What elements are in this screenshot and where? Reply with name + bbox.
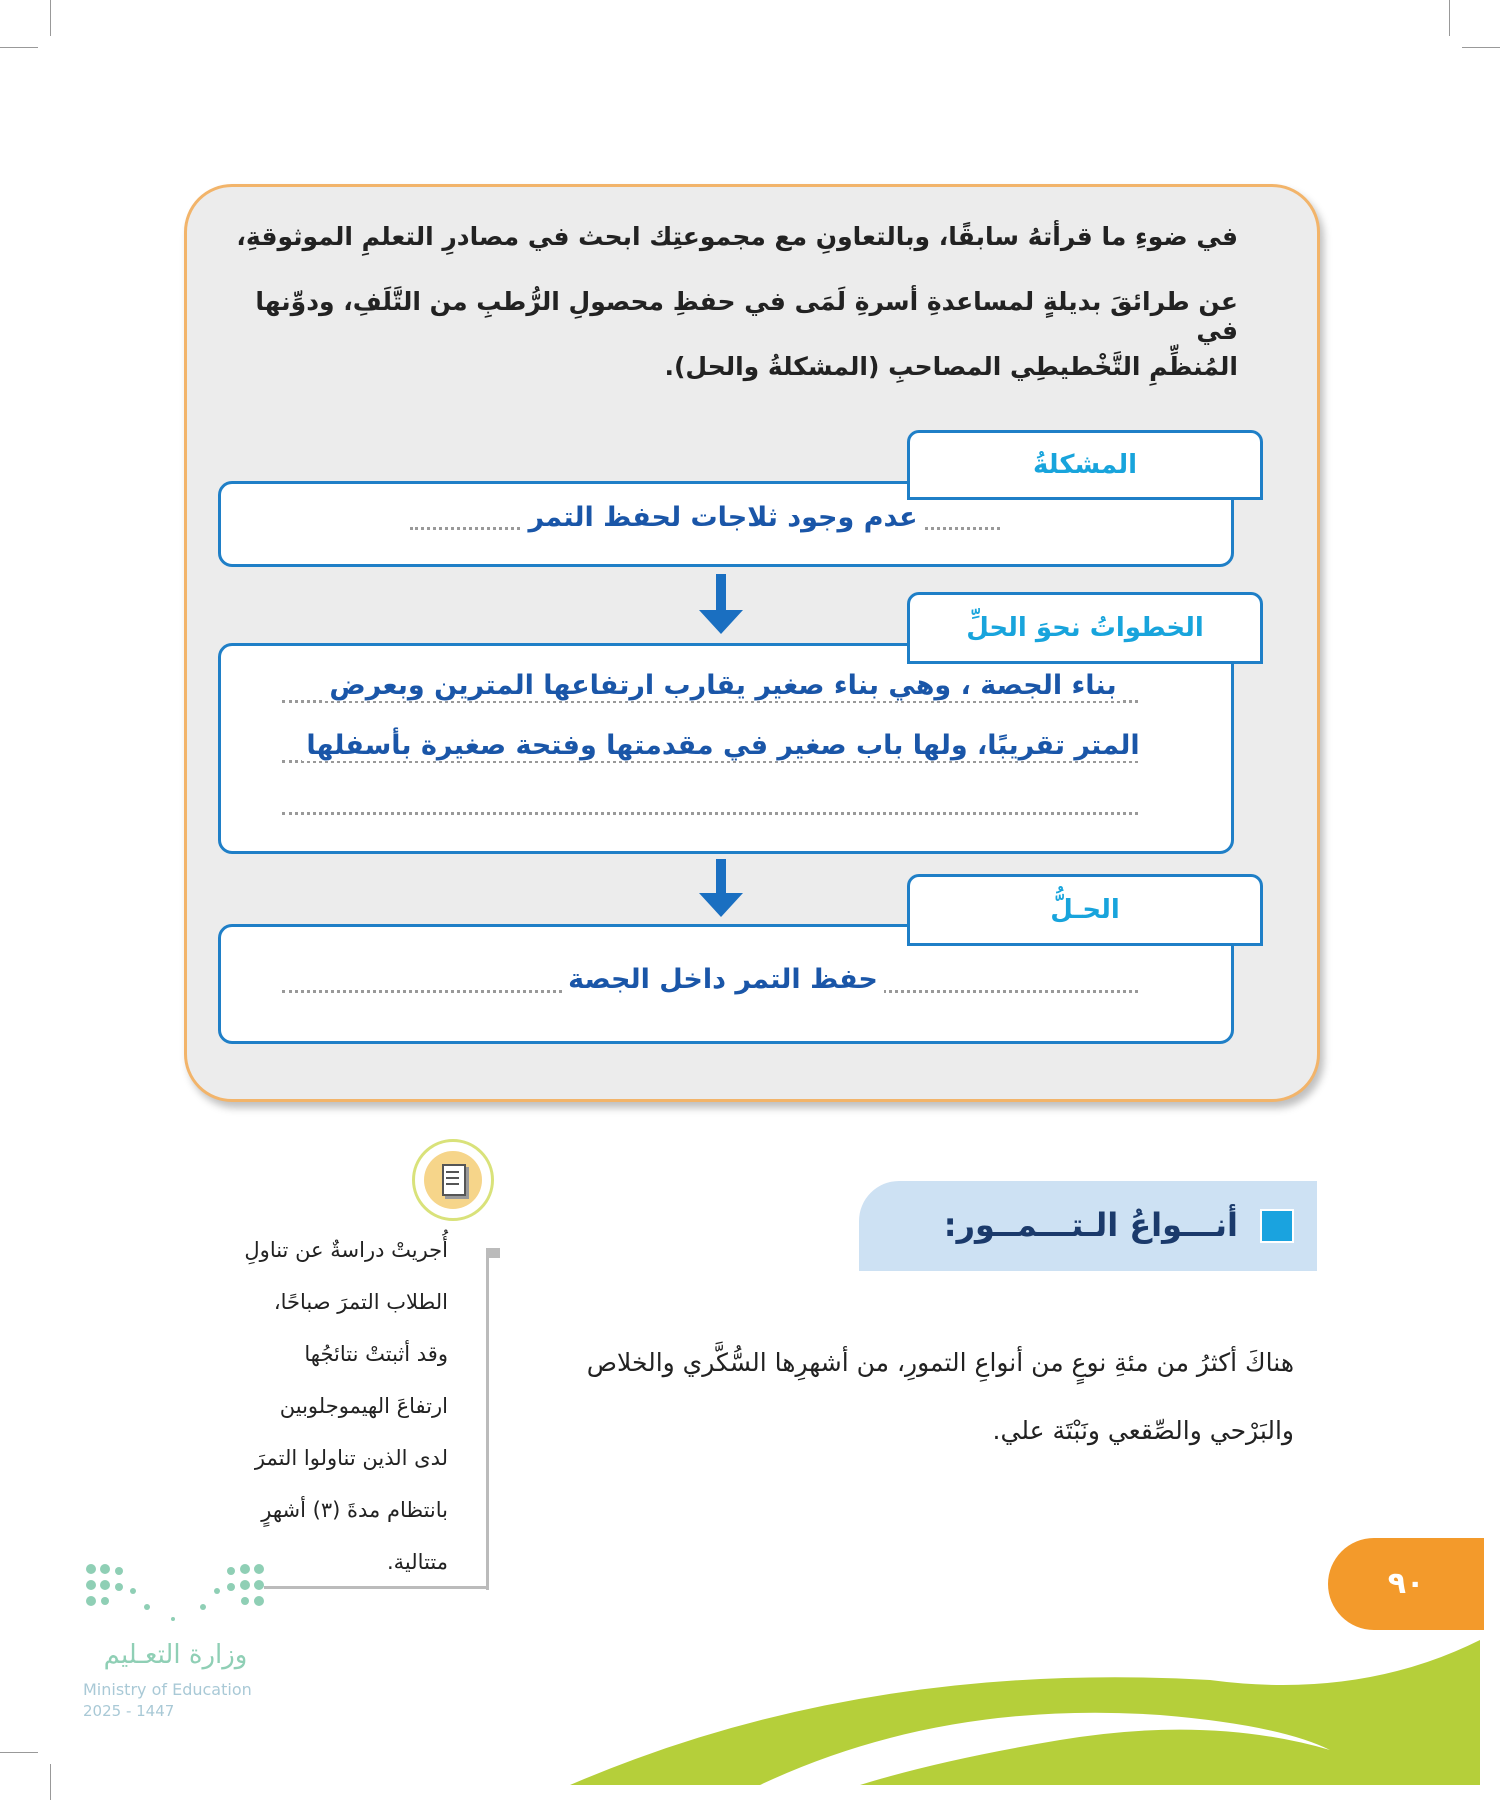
logo-english: Ministry of Education xyxy=(83,1680,252,1699)
ministry-logo-dots xyxy=(83,1561,268,1626)
green-wave-decoration xyxy=(560,1640,1486,1790)
note-line: لدى الذين تناولوا التمرَ xyxy=(254,1446,448,1470)
paragraph-line: والبَرْحي والصِّقعي ونَبْتَة علي. xyxy=(992,1416,1294,1445)
section-heading: أنـــواعُ الـتـــمــور: xyxy=(943,1206,1238,1244)
note-line: بانتظام مدةَ (٣) أشهرٍ xyxy=(261,1498,448,1522)
problem-answer xyxy=(218,502,1228,533)
note-line: متتالية. xyxy=(387,1550,448,1574)
page-number: ٩٠ xyxy=(1328,1538,1484,1630)
crop-mark xyxy=(1449,0,1450,36)
note-line: أُجريتْ دراسةٌ عن تناولِ xyxy=(244,1238,448,1262)
crop-mark xyxy=(0,1752,38,1753)
note-border xyxy=(486,1250,489,1590)
note-marker xyxy=(486,1248,500,1258)
crop-mark xyxy=(50,1764,51,1800)
steps-answer-line xyxy=(218,730,1228,761)
logo-arabic: وزارة التعـليم xyxy=(103,1640,248,1670)
solution-answer xyxy=(218,964,1228,995)
logo-year: 2025 - 1447 xyxy=(83,1702,175,1720)
dotted-line xyxy=(282,812,1138,815)
problem-answer-text: عدم وجود ثلاجات لحفظ التمر xyxy=(522,502,923,533)
steps-answer-line xyxy=(218,670,1228,701)
crop-mark xyxy=(1462,47,1500,48)
solution-label: الحـلُّ xyxy=(907,874,1263,946)
note-line: وقد أثبتتْ نتائجُها xyxy=(304,1342,448,1366)
instruction-line: عن طرائقَ بديلةٍ لمساعدةِ أسرةِ لَمَى في حفظِ محصولِ الرُّطبِ من التَّلَفِ، ودوِّنها في xyxy=(255,287,1238,345)
solution-answer-text: حفظ التمر داخل الجصة xyxy=(562,964,884,995)
steps-answer-text: المتر تقريبًا، ولها باب صغير في مقدمتها وفتحة صغيرة بأسفلها xyxy=(302,730,1143,761)
crop-mark xyxy=(50,0,51,36)
problem-label: المشكلةُ xyxy=(907,430,1263,500)
crop-mark xyxy=(0,47,38,48)
arrow-down-icon xyxy=(716,574,726,616)
note-border xyxy=(264,1586,489,1589)
steps-answer-text: بناء الجصة ، وهي بناء صغير يقارب ارتفاعها المترين وبعرض xyxy=(325,670,1120,701)
instruction-line: المُنظِّمِ التَّخْطيطِي المصاحبِ (المشكلةُ والحل). xyxy=(664,352,1238,381)
paragraph-line: هناكَ أكثرُ من مئةِ نوعٍ من أنواعِ التمورِ، من أشهرِها السُّكَّري والخلاص xyxy=(586,1348,1294,1377)
notes-icon xyxy=(412,1139,494,1221)
note-line: الطلاب التمرَ صباحًا، xyxy=(273,1290,448,1314)
square-bullet-icon xyxy=(1260,1209,1294,1243)
arrow-down-icon xyxy=(716,859,726,899)
steps-label: الخطواتُ نحوَ الحلِّ xyxy=(907,592,1263,664)
instruction-line: في ضوءِ ما قرأتهُ سابقًا، وبالتعاونِ مع مجموعتِك ابحث في مصادرِ التعلمِ الموثوقةِ، xyxy=(236,222,1238,251)
note-line: ارتفاعَ الهيموجلوبين xyxy=(279,1394,448,1418)
